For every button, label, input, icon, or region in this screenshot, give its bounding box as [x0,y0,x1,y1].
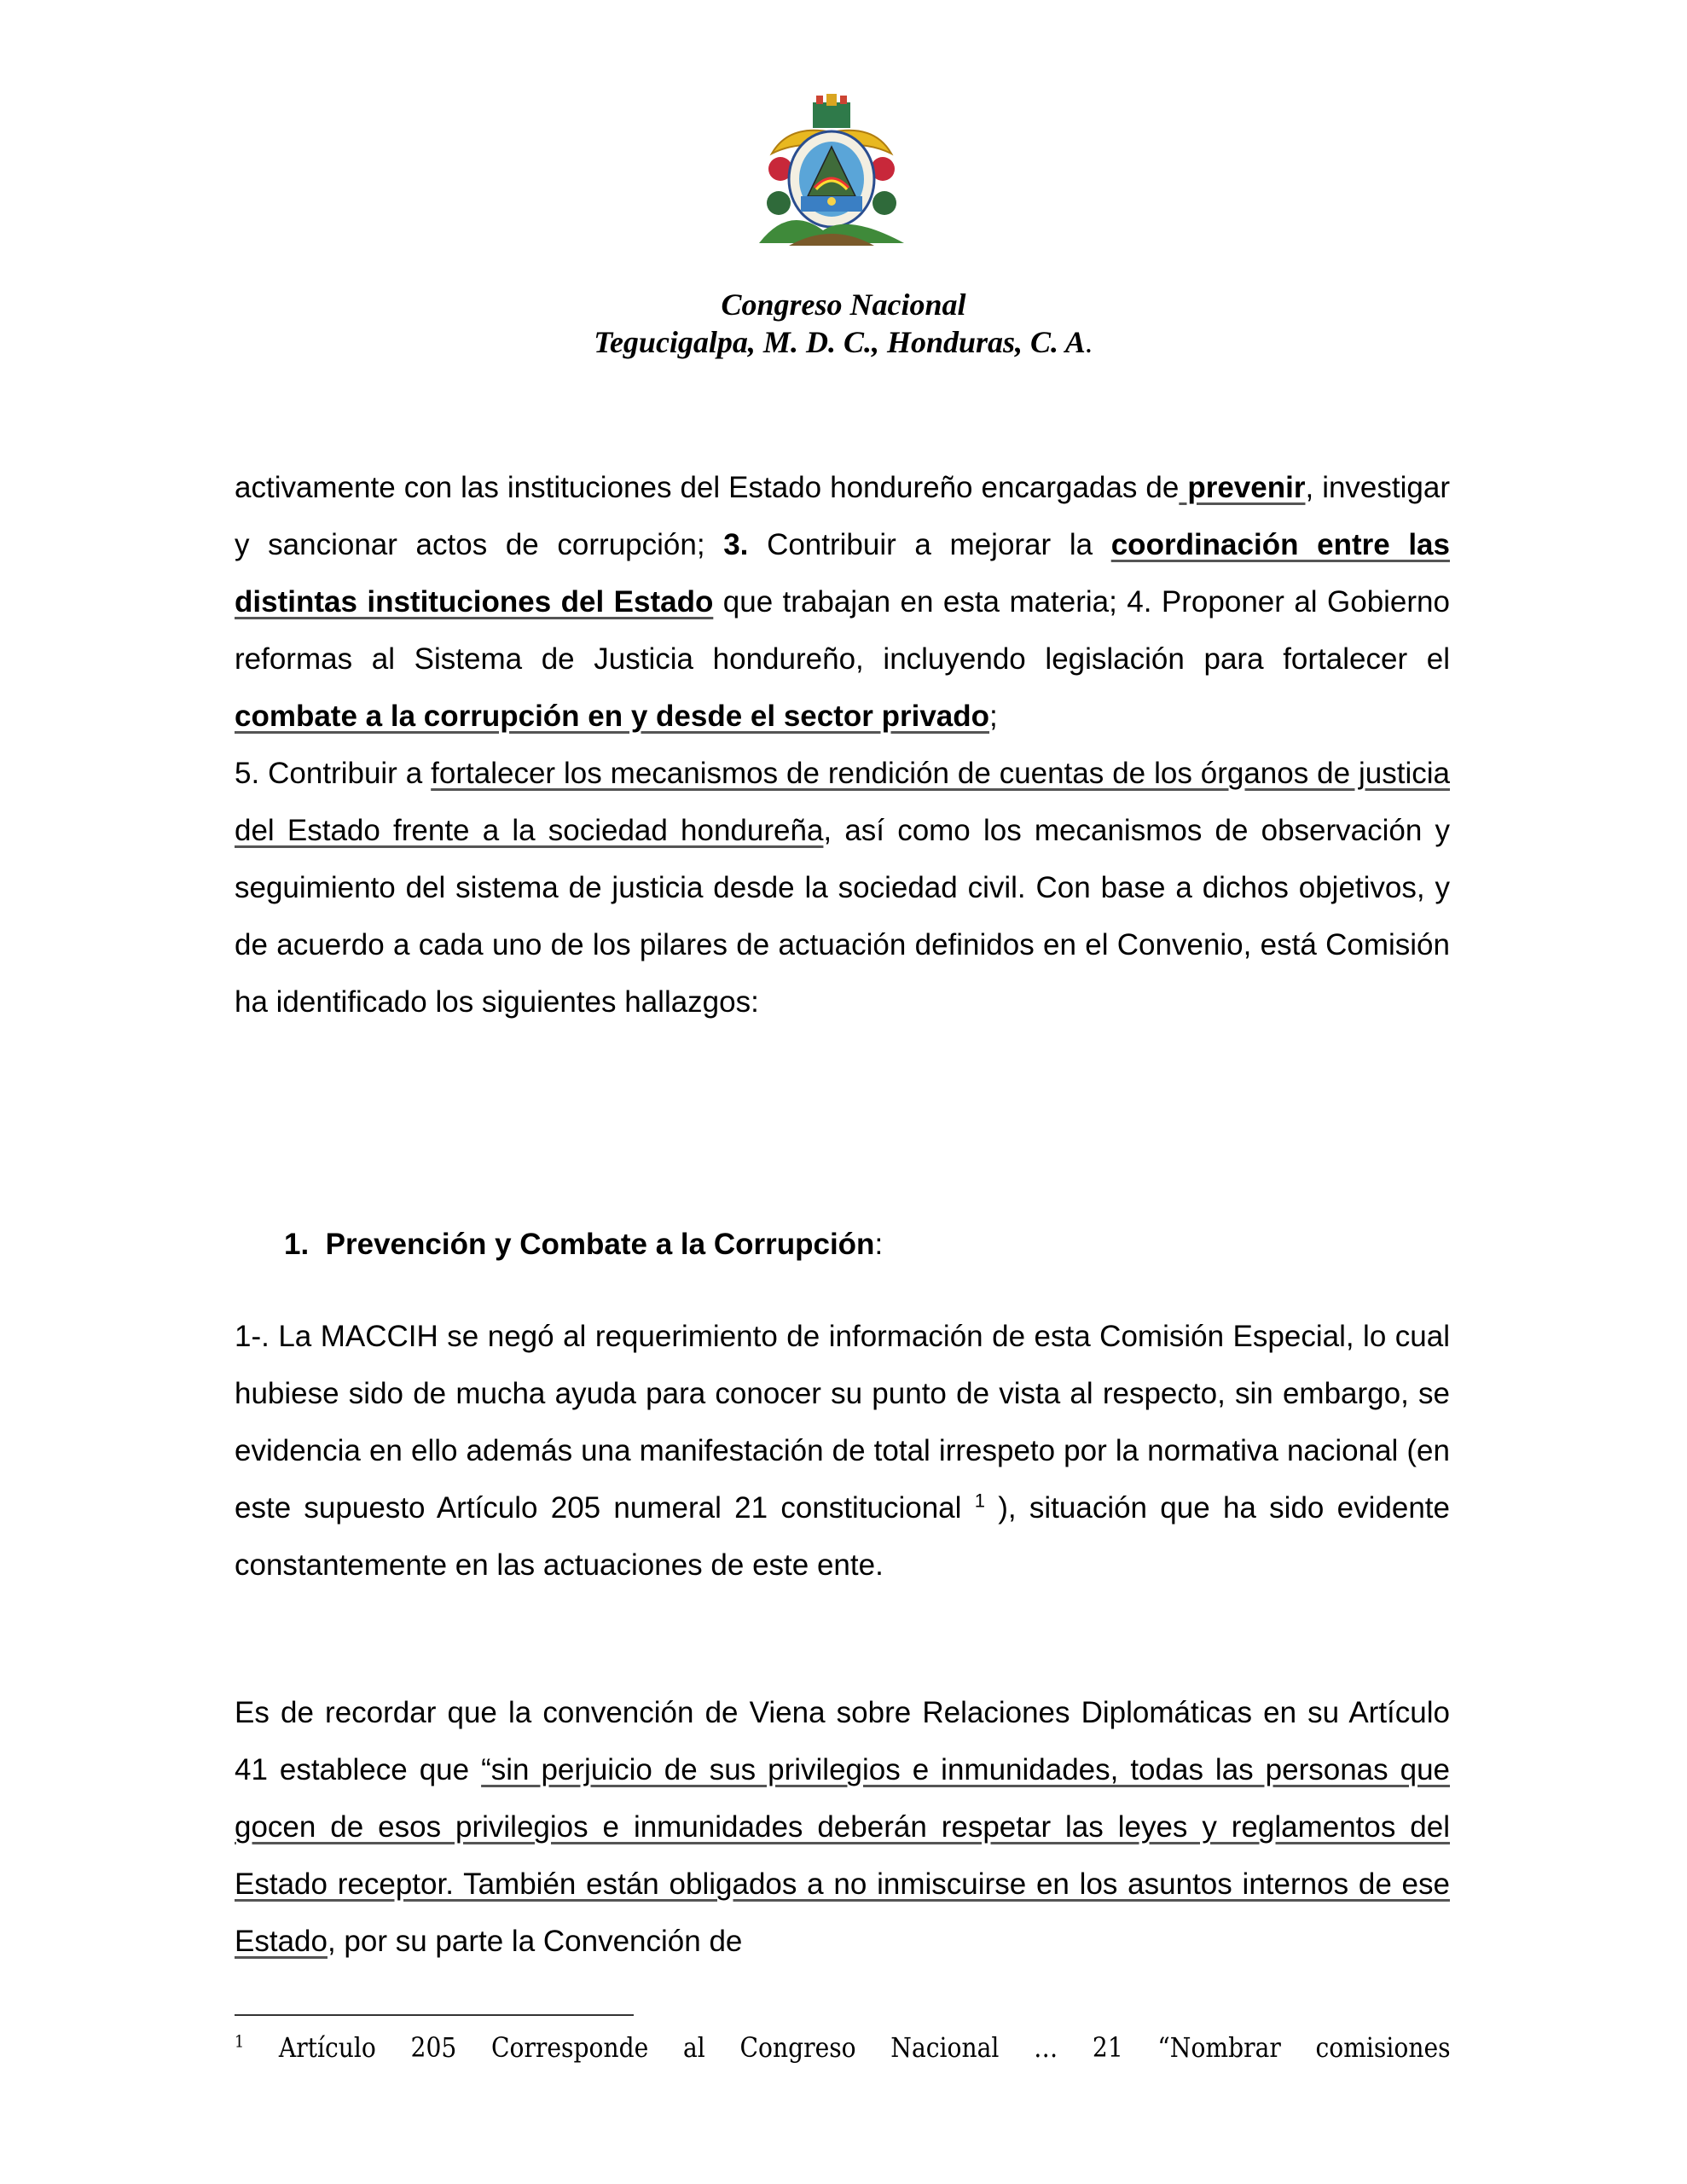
footnote-reference[interactable]: 1 [974,1490,985,1512]
paragraph-viena: Es de recordar que la convención de Viena sobre Relaciones Diplomáticas en su Artículo 41 establece que “sin perjuicio de sus privilegios e inmunidades, todas las personas que gocen de esos privilegios e inmunidades deberán respetar las leyes y reglamentos del Estado receptor. También están obligados a no inmiscuirse en los asuntos internos de ese Estado, por su parte la Convención de [235,1696,1450,1958]
emphasis-coordinacion: coordinación entre las distintas instituciones del Estado [235,528,1450,619]
footnote-separator [235,2014,634,2016]
section-title: Prevención y Combate a la Corrupción [325,1228,875,1261]
paragraph-objectives: activamente con las instituciones del Estado hondureño encargadas de prevenir, investigar y sancionar actos de corrupción; 3. Contribuir a mejorar la coordinación entre las distintas instituciones del Estado que trabajan en esta materia; 4. Proponer al Gobierno reformas al Sistema de Justicia hondureño, incluyendo legislación para fortalecer el combate a la corrupción en y desde el sector privado; 5. Contribuir a fortalecer los mecanismos de rendición de cuentas de los órganos de justicia del Estado frente a la sociedad hondureña, así como los mecanismos de observación y seguimiento del sistema de justicia desde la sociedad civil. Con base a dichos objetivos, y de acuerdo a cada uno de los pilares de actuación definidos en el Convenio, está Comisión ha identificado los siguientes hallazgos: [235,459,1450,1031]
section-number: 1. [284,1228,310,1261]
letterhead [0,286,1687,361]
footnote-marker: 1 [235,2030,245,2052]
emphasis-prevenir: prevenir [1179,471,1306,504]
coat-of-arms-icon [755,94,908,252]
emphasis-combate: combate a la corrupción en y desde el sector privado [235,700,990,733]
emphasis-rendicion-cuentas: fortalecer los mecanismos de rendición de cuentas de los órganos de justicia del Estado frente a la sociedad hondureña [235,757,1450,847]
paragraph-objective-5: 5. Contribuir a fortalecer los mecanismos de rendición de cuentas de los órganos de justicia del Estado frente a la sociedad hondureña, así como los mecanismos de observación y seguimiento del sistema de justicia desde la sociedad civil. Con base a dichos objetivos, y de acuerdo a cada uno de los pilares de actuación definidos en el Convenio, está Comisión ha identificado los siguientes hallazgos: [235,757,1450,1019]
footnote-text: Artículo 205 Corresponde al Congreso Nacional … 21 “Nombrar comisiones [244,2031,1451,2064]
institution-location: Tegucigalpa, M. D. C., Honduras, C. A. [594,325,1093,359]
paragraph-maccih: 1-. La MACCIH se negó al requerimiento de información de esta Comisión Especial, lo cual hubiese sido de mucha ayuda para conocer su punto de vista al respecto, sin embargo, se evidencia en ello además una manifestación de total irrespeto por la normativa nacional (en este supuesto Artículo 205 numeral 21 constitucional $^1$ ), situación que ha sido evidente constantemente en las actuaciones de este ente. [235,1320,1450,1582]
institution-name: Congreso Nacional [721,288,966,322]
section-heading: 1. Prevención y Combate a la Corrupción: [284,1228,884,1261]
quote-article-41: “sin perjuicio de sus privilegios e inmunidades, todas las personas que gocen de esos privilegios e inmunidades deberán respetar las leyes y reglamentos del Estado receptor. También están obligados a no inmiscuirse en los asuntos internos de ese Estado [235,1753,1450,1958]
footnote [235,2029,1451,2066]
